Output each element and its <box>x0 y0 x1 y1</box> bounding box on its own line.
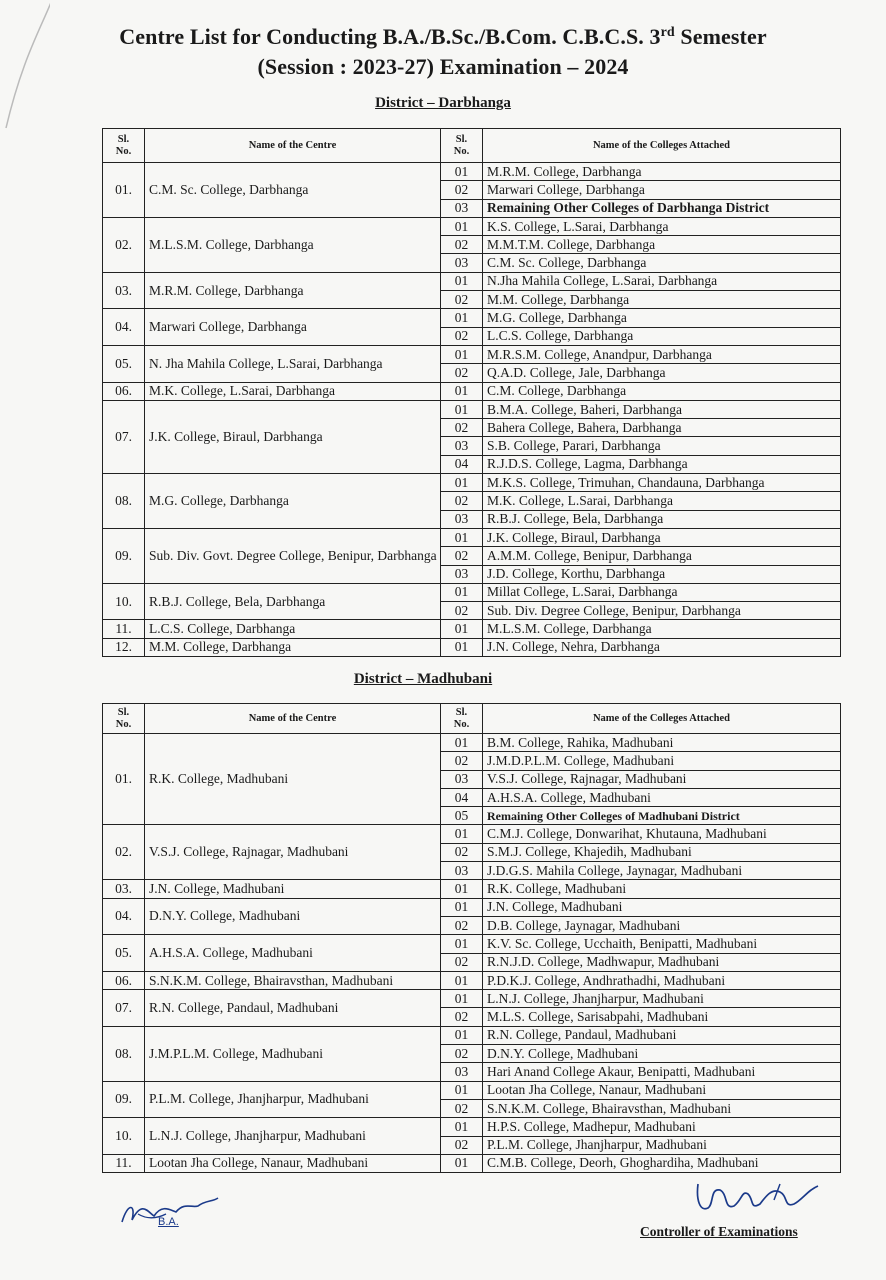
college-sl-no: 01 <box>441 400 483 418</box>
centre-name: M.K. College, L.Sarai, Darbhanga <box>145 382 441 400</box>
attached-college-name: M.L.S.M. College, Darbhanga <box>483 620 841 638</box>
college-sl-no: 03 <box>441 437 483 455</box>
header-centre: Name of the Centre <box>145 129 441 163</box>
college-sl-no: 01 <box>441 971 483 989</box>
centre-name: L.N.J. College, Jhanjharpur, Madhubani <box>145 1118 441 1155</box>
attached-college-name: P.L.M. College, Jhanjharpur, Madhubani <box>483 1136 841 1154</box>
centre-name: M.L.S.M. College, Darbhanga <box>145 217 441 272</box>
college-sl-no: 02 <box>441 291 483 309</box>
centre-name: M.R.M. College, Darbhanga <box>145 272 441 309</box>
centre-name: Lootan Jha College, Nanaur, Madhubani <box>145 1154 441 1172</box>
college-sl-no: 02 <box>441 953 483 971</box>
table-row <box>103 1081 841 1099</box>
table-row <box>103 400 841 418</box>
attached-college-name: S.N.K.M. College, Bhairavsthan, Madhubani <box>483 1099 841 1117</box>
header-sl-no: Sl. No. <box>441 129 483 163</box>
district-heading-darbhanga: District – Darbhanga <box>375 95 511 111</box>
attached-college-name: P.D.K.J. College, Andhrathadhi, Madhubani <box>483 971 841 989</box>
attached-college-name: K.V. Sc. College, Ucchaith, Benipatti, Madhubani <box>483 935 841 953</box>
college-sl-no: 01 <box>441 272 483 290</box>
attached-college-name: M.M. College, Darbhanga <box>483 291 841 309</box>
attached-college-name: M.G. College, Darbhanga <box>483 309 841 327</box>
college-sl-no: 05 <box>441 807 483 825</box>
college-sl-no: 01 <box>441 880 483 898</box>
attached-college-name: S.M.J. College, Khajedih, Madhubani <box>483 843 841 861</box>
college-sl-no: 01 <box>441 620 483 638</box>
centre-sl-no: 02. <box>103 825 145 880</box>
centre-sl-no: 10. <box>103 583 145 620</box>
table-row <box>103 898 841 916</box>
college-sl-no: 02 <box>441 327 483 345</box>
college-sl-no: 02 <box>441 236 483 254</box>
header-sl-no: Sl. No. <box>103 704 145 734</box>
centre-sl-no: 07. <box>103 990 145 1027</box>
college-sl-no: 04 <box>441 455 483 473</box>
centre-table-madhubani <box>102 703 841 1173</box>
table-row <box>103 163 841 181</box>
college-sl-no: 01 <box>441 528 483 546</box>
centre-sl-no: 04. <box>103 309 145 346</box>
table-row <box>103 528 841 546</box>
table-row <box>103 734 841 752</box>
centre-sl-no: 09. <box>103 528 145 583</box>
college-sl-no: 03 <box>441 770 483 788</box>
college-sl-no: 02 <box>441 602 483 620</box>
college-sl-no: 01 <box>441 898 483 916</box>
centre-name: C.M. Sc. College, Darbhanga <box>145 163 441 218</box>
centre-sl-no: 05. <box>103 935 145 972</box>
attached-college-name: Bahera College, Bahera, Darbhanga <box>483 419 841 437</box>
attached-college-name: M.M.T.M. College, Darbhanga <box>483 236 841 254</box>
college-sl-no: 01 <box>441 474 483 492</box>
centre-sl-no: 09. <box>103 1081 145 1118</box>
table-row <box>103 825 841 843</box>
college-sl-no: 03 <box>441 199 483 217</box>
attached-college-name: J.M.D.P.L.M. College, Madhubani <box>483 752 841 770</box>
attached-college-name: R.B.J. College, Bela, Darbhanga <box>483 510 841 528</box>
attached-college-name: Millat College, L.Sarai, Darbhanga <box>483 583 841 601</box>
table-row <box>103 971 841 989</box>
centre-sl-no: 01. <box>103 734 145 825</box>
college-sl-no: 03 <box>441 565 483 583</box>
table-row <box>103 1154 841 1172</box>
college-sl-no: 04 <box>441 788 483 806</box>
centre-sl-no: 03. <box>103 272 145 309</box>
college-sl-no: 01 <box>441 217 483 235</box>
centre-sl-no: 10. <box>103 1118 145 1155</box>
college-sl-no: 02 <box>441 419 483 437</box>
centre-name: M.M. College, Darbhanga <box>145 638 441 656</box>
table-row <box>103 1118 841 1136</box>
centre-sl-no: 04. <box>103 898 145 935</box>
college-sl-no: 01 <box>441 935 483 953</box>
table-row <box>103 382 841 400</box>
college-sl-no: 01 <box>441 825 483 843</box>
attached-college-name: L.C.S. College, Darbhanga <box>483 327 841 345</box>
table-row <box>103 345 841 363</box>
attached-college-name: C.M. College, Darbhanga <box>483 382 841 400</box>
attached-college-name: S.B. College, Parari, Darbhanga <box>483 437 841 455</box>
title-line-1: Centre List for Conducting B.A./B.Sc./B.Com. C.B.C.S. 3rd Semester <box>119 24 767 49</box>
college-sl-no: 01 <box>441 990 483 1008</box>
centre-sl-no: 02. <box>103 217 145 272</box>
table-row <box>103 620 841 638</box>
centre-name: P.L.M. College, Jhanjharpur, Madhubani <box>145 1081 441 1118</box>
college-sl-no: 02 <box>441 1099 483 1117</box>
centre-table-darbhanga <box>102 128 841 657</box>
centre-sl-no: 06. <box>103 382 145 400</box>
centre-name: R.K. College, Madhubani <box>145 734 441 825</box>
table-row <box>103 309 841 327</box>
centre-name: R.N. College, Pandaul, Madhubani <box>145 990 441 1027</box>
attached-college-name: R.J.D.S. College, Lagma, Darbhanga <box>483 455 841 473</box>
table-row <box>103 638 841 656</box>
centre-sl-no: 06. <box>103 971 145 989</box>
college-sl-no: 01 <box>441 1154 483 1172</box>
college-sl-no: 01 <box>441 345 483 363</box>
college-sl-no: 03 <box>441 510 483 528</box>
centre-name: J.K. College, Biraul, Darbhanga <box>145 400 441 473</box>
attached-college-name: H.P.S. College, Madhepur, Madhubani <box>483 1118 841 1136</box>
college-sl-no: 02 <box>441 1008 483 1026</box>
attached-college-name: J.N. College, Madhubani <box>483 898 841 916</box>
table-row <box>103 935 841 953</box>
college-sl-no: 02 <box>441 492 483 510</box>
centre-name: D.N.Y. College, Madhubani <box>145 898 441 935</box>
attached-college-name: D.B. College, Jaynagar, Madhubani <box>483 916 841 934</box>
centre-name: M.G. College, Darbhanga <box>145 474 441 529</box>
centre-name: J.M.P.L.M. College, Madhubani <box>145 1026 441 1081</box>
centre-name: N. Jha Mahila College, L.Sarai, Darbhanga <box>145 345 441 382</box>
centre-sl-no: 01. <box>103 163 145 218</box>
title-line-2: (Session : 2023-27) Examination – 2024 <box>257 54 629 79</box>
attached-college-name: J.K. College, Biraul, Darbhanga <box>483 528 841 546</box>
attached-college-name: C.M. Sc. College, Darbhanga <box>483 254 841 272</box>
attached-college-name: L.N.J. College, Jhanjharpur, Madhubani <box>483 990 841 1008</box>
attached-college-name: R.K. College, Madhubani <box>483 880 841 898</box>
controller-of-examinations-label: Controller of Examinations <box>640 1224 798 1239</box>
centre-name: L.C.S. College, Darbhanga <box>145 620 441 638</box>
college-sl-no: 01 <box>441 1081 483 1099</box>
college-sl-no: 03 <box>441 1063 483 1081</box>
table-row <box>103 990 841 1008</box>
college-sl-no: 01 <box>441 734 483 752</box>
attached-college-name: Lootan Jha College, Nanaur, Madhubani <box>483 1081 841 1099</box>
college-sl-no: 02 <box>441 843 483 861</box>
college-sl-no: 01 <box>441 583 483 601</box>
attached-college-name: Hari Anand College Akaur, Benipatti, Madhubani <box>483 1063 841 1081</box>
table-row <box>103 583 841 601</box>
college-sl-no: 02 <box>441 364 483 382</box>
attached-college-name: B.M.A. College, Baheri, Darbhanga <box>483 400 841 418</box>
district-heading-madhubani: District – Madhubani <box>353 671 493 687</box>
attached-college-name: Sub. Div. Degree College, Benipur, Darbhanga <box>483 602 841 620</box>
attached-college-name: Marwari College, Darbhanga <box>483 181 841 199</box>
college-sl-no: 02 <box>441 547 483 565</box>
attached-college-name: M.L.S. College, Sarisabpahi, Madhubani <box>483 1008 841 1026</box>
centre-name: R.B.J. College, Bela, Darbhanga <box>145 583 441 620</box>
centre-name: S.N.K.M. College, Bhairavsthan, Madhubani <box>145 971 441 989</box>
college-sl-no: 03 <box>441 862 483 880</box>
document-title <box>0 22 886 82</box>
centre-sl-no: 11. <box>103 620 145 638</box>
attached-college-name: R.N.J.D. College, Madhwapur, Madhubani <box>483 953 841 971</box>
attached-college-name: R.N. College, Pandaul, Madhubani <box>483 1026 841 1044</box>
centre-sl-no: 12. <box>103 638 145 656</box>
centre-sl-no: 05. <box>103 345 145 382</box>
college-sl-no: 02 <box>441 916 483 934</box>
table-row <box>103 217 841 235</box>
table-row <box>103 272 841 290</box>
college-sl-no: 01 <box>441 638 483 656</box>
attached-college-name: C.M.J. College, Donwarihat, Khutauna, Madhubani <box>483 825 841 843</box>
centre-sl-no: 08. <box>103 474 145 529</box>
header-sl-no: Sl. No. <box>103 129 145 163</box>
table-row <box>103 1026 841 1044</box>
header-sl-no: Sl. No. <box>441 704 483 734</box>
attached-college-name: Remaining Other Colleges of Darbhanga District <box>483 199 841 217</box>
attached-college-name: V.S.J. College, Rajnagar, Madhubani <box>483 770 841 788</box>
attached-college-name: Remaining Other Colleges of Madhubani District <box>483 807 841 825</box>
attached-college-name: D.N.Y. College, Madhubani <box>483 1045 841 1063</box>
attached-college-name: M.K.S. College, Trimuhan, Chandauna, Darbhanga <box>483 474 841 492</box>
centre-name: A.H.S.A. College, Madhubani <box>145 935 441 972</box>
centre-name: Marwari College, Darbhanga <box>145 309 441 346</box>
table-row <box>103 474 841 492</box>
handwritten-signature-controller <box>690 1178 830 1218</box>
centre-name: J.N. College, Madhubani <box>145 880 441 898</box>
college-sl-no: 01 <box>441 163 483 181</box>
college-sl-no: 01 <box>441 382 483 400</box>
attached-college-name: A.M.M. College, Benipur, Darbhanga <box>483 547 841 565</box>
table-row <box>103 880 841 898</box>
attached-college-name: C.M.B. College, Deorh, Ghoghardiha, Madhubani <box>483 1154 841 1172</box>
handwritten-signature-left <box>118 1192 228 1234</box>
college-sl-no: 02 <box>441 752 483 770</box>
college-sl-no: 01 <box>441 1026 483 1044</box>
college-sl-no: 02 <box>441 1136 483 1154</box>
attached-college-name: J.D. College, Korthu, Darbhanga <box>483 565 841 583</box>
centre-sl-no: 08. <box>103 1026 145 1081</box>
centre-name: Sub. Div. Govt. Degree College, Benipur, Darbhanga <box>145 528 441 583</box>
attached-college-name: M.K. College, L.Sarai, Darbhanga <box>483 492 841 510</box>
centre-sl-no: 03. <box>103 880 145 898</box>
college-sl-no: 02 <box>441 181 483 199</box>
signature-caption: B.A. <box>158 1216 179 1228</box>
centre-sl-no: 07. <box>103 400 145 473</box>
header-colleges: Name of the Colleges Attached <box>483 704 841 734</box>
attached-college-name: K.S. College, L.Sarai, Darbhanga <box>483 217 841 235</box>
centre-name: V.S.J. College, Rajnagar, Madhubani <box>145 825 441 880</box>
controller-signature-icon <box>690 1178 830 1218</box>
college-sl-no: 01 <box>441 1118 483 1136</box>
college-sl-no: 03 <box>441 254 483 272</box>
centre-sl-no: 11. <box>103 1154 145 1172</box>
attached-college-name: A.H.S.A. College, Madhubani <box>483 788 841 806</box>
header-centre: Name of the Centre <box>145 704 441 734</box>
attached-college-name: Q.A.D. College, Jale, Darbhanga <box>483 364 841 382</box>
attached-college-name: B.M. College, Rahika, Madhubani <box>483 734 841 752</box>
attached-college-name: M.R.S.M. College, Anandpur, Darbhanga <box>483 345 841 363</box>
college-sl-no: 02 <box>441 1045 483 1063</box>
attached-college-name: J.D.G.S. Mahila College, Jaynagar, Madhubani <box>483 862 841 880</box>
attached-college-name: J.N. College, Nehra, Darbhanga <box>483 638 841 656</box>
attached-college-name: N.Jha Mahila College, L.Sarai, Darbhanga <box>483 272 841 290</box>
college-sl-no: 01 <box>441 309 483 327</box>
header-colleges: Name of the Colleges Attached <box>483 129 841 163</box>
attached-college-name: M.R.M. College, Darbhanga <box>483 163 841 181</box>
